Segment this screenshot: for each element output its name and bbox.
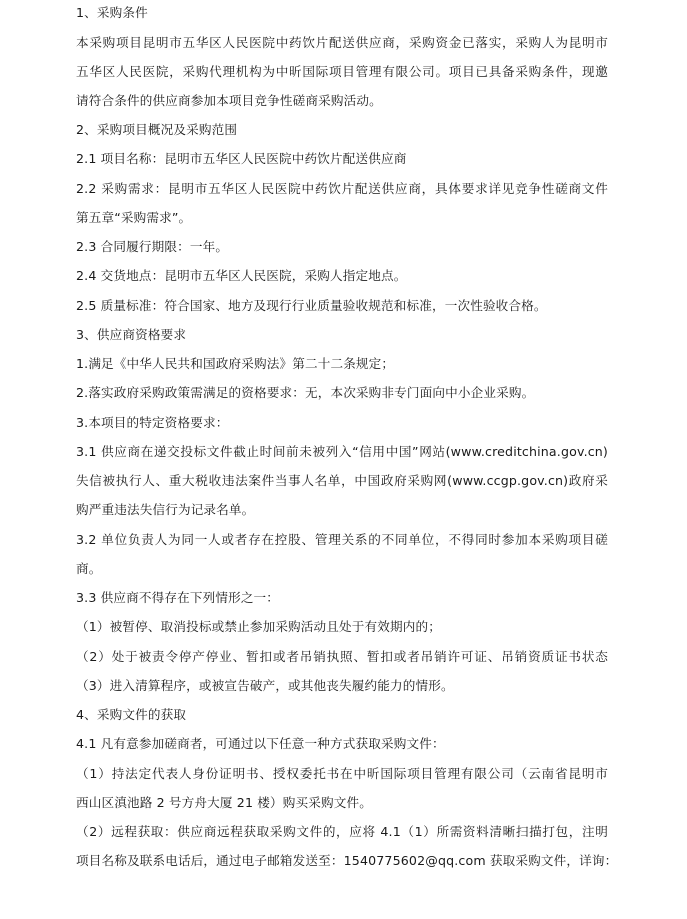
list-item: （1）持法定代表人身份证明书、授权委托书在中昕国际项目管理有限公司（云南省昆明市 [76,766,608,781]
paragraph-line: 商。 [76,561,102,576]
paragraph-line: 请符合条件的供应商参加本项目竞争性磋商采购活动。 [76,93,382,108]
paragraph-line: 4.1 凡有意参加磋商者，可通过以下任意一种方式获取采购文件： [76,736,445,751]
heading-3: 3、供应商资格要求 [76,327,187,342]
paragraph-line: 购严重违法失信行为记录名单。 [76,502,255,517]
paragraph-line: 2.2 采购需求：昆明市五华区人民医院中药饮片配送供应商，具体要求详见竞争性磋商文件 [76,181,608,196]
heading-4: 4、采购文件的获取 [76,707,187,722]
paragraph-line: 3.2 单位负责人为同一人或者存在控股、管理关系的不同单位，不得同时参加本采购项目磋 [76,532,608,547]
list-item: （2）处于被责令停产停业、暂扣或者吊销执照、暂扣或者吊销许可证、吊销资质证书状态 [76,649,608,664]
paragraph-line: 第五章“采购需求”。 [76,210,192,225]
paragraph-line: 2.3 合同履行期限：一年。 [76,239,229,254]
heading-1: 1、采购条件 [76,5,148,20]
paragraph-line: 3.3 供应商不得存在下列情形之一： [76,590,280,605]
paragraph-line: 失信被执行人、重大税收违法案件当事人名单，中国政府采购网(www.ccgp.gov.cn)政府采 [76,473,608,488]
paragraph-line: 2.5 质量标准：符合国家、地方及现行行业质量验收规范和标准，一次性验收合格。 [76,298,547,313]
paragraph-line: 3.1 供应商在递交投标文件截止时间前未被列入“信用中国”网站(www.creditchina.gov.cn) [76,444,608,459]
list-item: （3）进入清算程序，或被宣告破产，或其他丧失履约能力的情形。 [76,678,454,693]
list-item: 西山区滇池路 2 号方舟大厦 21 楼）购买采购文件。 [76,795,372,810]
paragraph-line: 本采购项目昆明市五华区人民医院中药饮片配送供应商，采购资金已落实，采购人为昆明市 [76,35,608,50]
list-item: （2）远程获取：供应商远程获取采购文件的，应将 4.1（1）所需资料清晰扫描打包，注明 [76,824,608,839]
paragraph-line: 1.满足《中华人民共和国政府采购法》第二十二条规定； [76,356,395,371]
paragraph-line: 2.4 交货地点：昆明市五华区人民医院，采购人指定地点。 [76,268,407,283]
paragraph-line: 2.1 项目名称：昆明市五华区人民医院中药饮片配送供应商 [76,151,407,166]
paragraph-line: 2.落实政府采购政策需满足的资格要求：无，本次采购非专门面向中小企业采购。 [76,385,535,400]
list-item: （1）被暂停、取消投标或禁止参加采购活动且处于有效期内的； [76,619,441,634]
list-item: 项目名称及联系电话后，通过电子邮箱发送至：1540775602@qq.com 获取采购文件，详询： [76,853,618,868]
paragraph-line: 3.本项目的特定资格要求： [76,415,229,430]
heading-2: 2、采购项目概况及采购范围 [76,122,238,137]
paragraph-line: 五华区人民医院，采购代理机构为中昕国际项目管理有限公司。项目已具备采购条件，现邀 [76,64,608,79]
